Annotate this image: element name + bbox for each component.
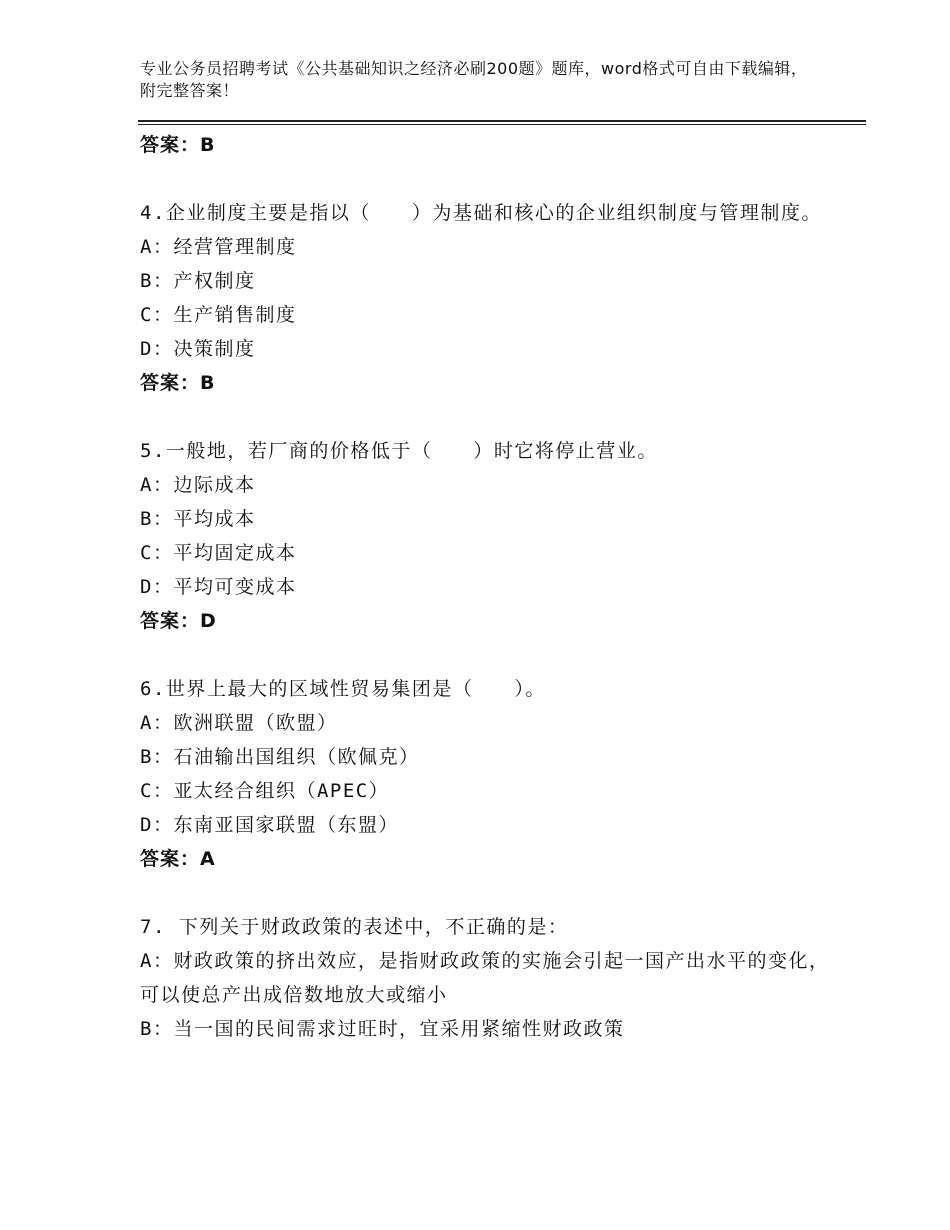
question-block bbox=[140, 910, 830, 1046]
question-text: 5.一般地，若厂商的价格低于（ ）时它将停止营业。 bbox=[140, 440, 658, 462]
question-block bbox=[140, 196, 830, 400]
option-c: C：亚太经合组织（APEC） bbox=[140, 780, 390, 802]
answer-line: 答案：B bbox=[140, 134, 216, 156]
option-d: D：东南亚国家联盟（东盟） bbox=[140, 814, 399, 836]
option-d: D：决策制度 bbox=[140, 338, 256, 360]
question-text: 7. 下列关于财政政策的表述中，不正确的是： bbox=[140, 916, 569, 938]
answer-line: 答案：B bbox=[140, 372, 216, 394]
option-a: A：欧洲联盟（欧盟） bbox=[140, 712, 338, 734]
answer-line: 答案：D bbox=[140, 610, 217, 632]
header-rule-thick bbox=[138, 120, 866, 122]
header-text: 专业公务员招聘考试《公共基础知识之经济必刷200题》题库，word格式可自由下载编辑，附完整答案！ bbox=[140, 59, 808, 100]
question-block bbox=[140, 434, 830, 638]
option-b: B：当一国的民间需求过旺时，宜采用紧缩性财政政策 bbox=[140, 1018, 625, 1040]
option-b: B：石油输出国组织（欧佩克） bbox=[140, 746, 420, 768]
option-b: B：产权制度 bbox=[140, 270, 256, 292]
document-header bbox=[140, 58, 820, 102]
question-block bbox=[140, 672, 830, 876]
option-c: C：平均固定成本 bbox=[140, 542, 297, 564]
option-b: B：平均成本 bbox=[140, 508, 256, 530]
question-text: 4.企业制度主要是指以（ ）为基础和核心的企业组织制度与管理制度。 bbox=[140, 202, 822, 224]
option-c: C：生产销售制度 bbox=[140, 304, 297, 326]
option-a: A：财政政策的挤出效应，是指财政政策的实施会引起一国产出水平的变化，可以使总产出成倍数地放大或缩小 bbox=[140, 950, 830, 1006]
option-a: A：边际成本 bbox=[140, 474, 256, 496]
option-d: D：平均可变成本 bbox=[140, 576, 297, 598]
question-text: 6.世界上最大的区域性贸易集团是（ ）。 bbox=[140, 678, 546, 700]
answer-line: 答案：A bbox=[140, 848, 216, 870]
header-rule-thin bbox=[138, 124, 866, 125]
option-a: A：经营管理制度 bbox=[140, 236, 297, 258]
question-list bbox=[140, 128, 830, 1046]
